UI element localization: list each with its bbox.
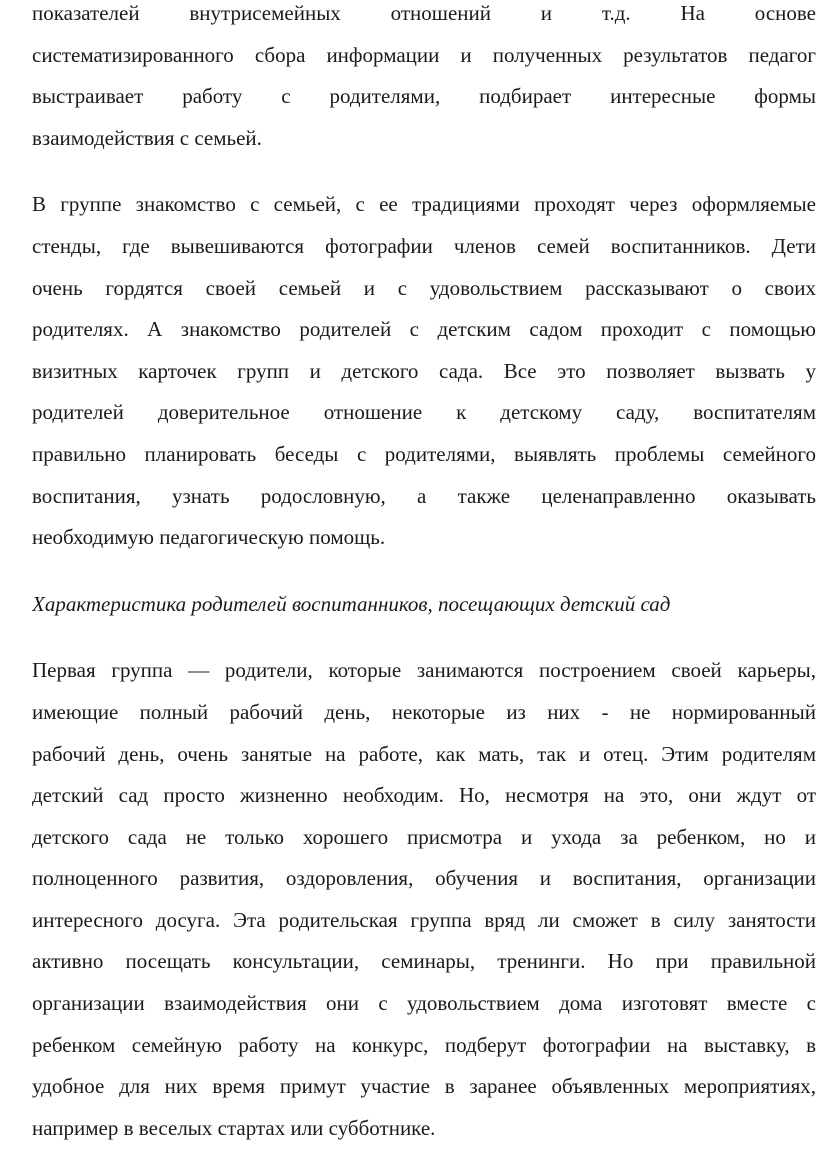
- text-line: детский сад просто жизненно необходим. Но, несмотря на это, они ждут от: [32, 783, 816, 808]
- text-line: полноценного развития, оздоровления, обучения и воспитания, организации: [32, 866, 816, 891]
- text-line: воспитания, узнать родословную, а также целенаправленно оказывать: [32, 483, 816, 508]
- text-line: организации взаимодействия они с удовольствием дома изготовят вместе с: [32, 991, 816, 1016]
- text-line: визитных карточек групп и детского сада. Все это позволяет вызвать у: [32, 358, 816, 383]
- heading-line: Характеристика родителей воспитанников, посещающих детский сад: [32, 591, 671, 616]
- text-line: интересного досуга. Эта родительская группа вряд ли сможет в силу занятости: [32, 907, 816, 932]
- text-line: выстраивает работу с родителями, подбирает интересные формы: [32, 84, 816, 109]
- paragraph-2: [32, 184, 816, 558]
- text-line: необходимую педагогическую помощь.: [32, 525, 386, 550]
- text-line: родителях. А знакомство родителей с детским садом проходит с помощью: [32, 317, 816, 342]
- paragraph-3: [32, 650, 816, 1149]
- text-line: имеющие полный рабочий день, некоторые из них - не нормированный: [32, 699, 816, 724]
- text-line: систематизированного сбора информации и полученных результатов педагог: [32, 42, 816, 67]
- text-line: рабочий день, очень занятые на работе, как мать, так и отец. Этим родителям: [32, 741, 816, 766]
- text-line: очень гордятся своей семьей и с удовольствием рассказывают о своих: [32, 275, 816, 300]
- text-line: правильно планировать беседы с родителями, выявлять проблемы семейного: [32, 441, 816, 466]
- text-line: Первая группа — родители, которые занимаются построением своей карьеры,: [32, 658, 816, 683]
- text-line: ребенком семейную работу на конкурс, подберут фотографии на выставку, в: [32, 1032, 816, 1057]
- text-line: родителей доверительное отношение к детскому саду, воспитателям: [32, 400, 816, 425]
- text-line: показателей внутрисемейных отношений и т.д. На основе: [32, 1, 816, 25]
- section-heading: [32, 584, 816, 626]
- text-line: взаимодействия с семьей.: [32, 125, 262, 150]
- document-page: [32, 0, 816, 1149]
- text-line: удобное для них время примут участие в заранее объявленных мероприятиях,: [32, 1074, 816, 1099]
- text-line: например в веселых стартах или субботнике.: [32, 1115, 436, 1140]
- text-line: стенды, где вывешиваются фотографии членов семей воспитанников. Дети: [32, 233, 816, 258]
- paragraph-1: [32, 0, 816, 159]
- text-line: В группе знакомство с семьей, с ее традициями проходят через оформляемые: [32, 192, 816, 217]
- text-line: активно посещать консультации, семинары, тренинги. Но при правильной: [32, 949, 816, 974]
- text-line: детского сада не только хорошего присмотра и ухода за ребенком, но и: [32, 824, 816, 849]
